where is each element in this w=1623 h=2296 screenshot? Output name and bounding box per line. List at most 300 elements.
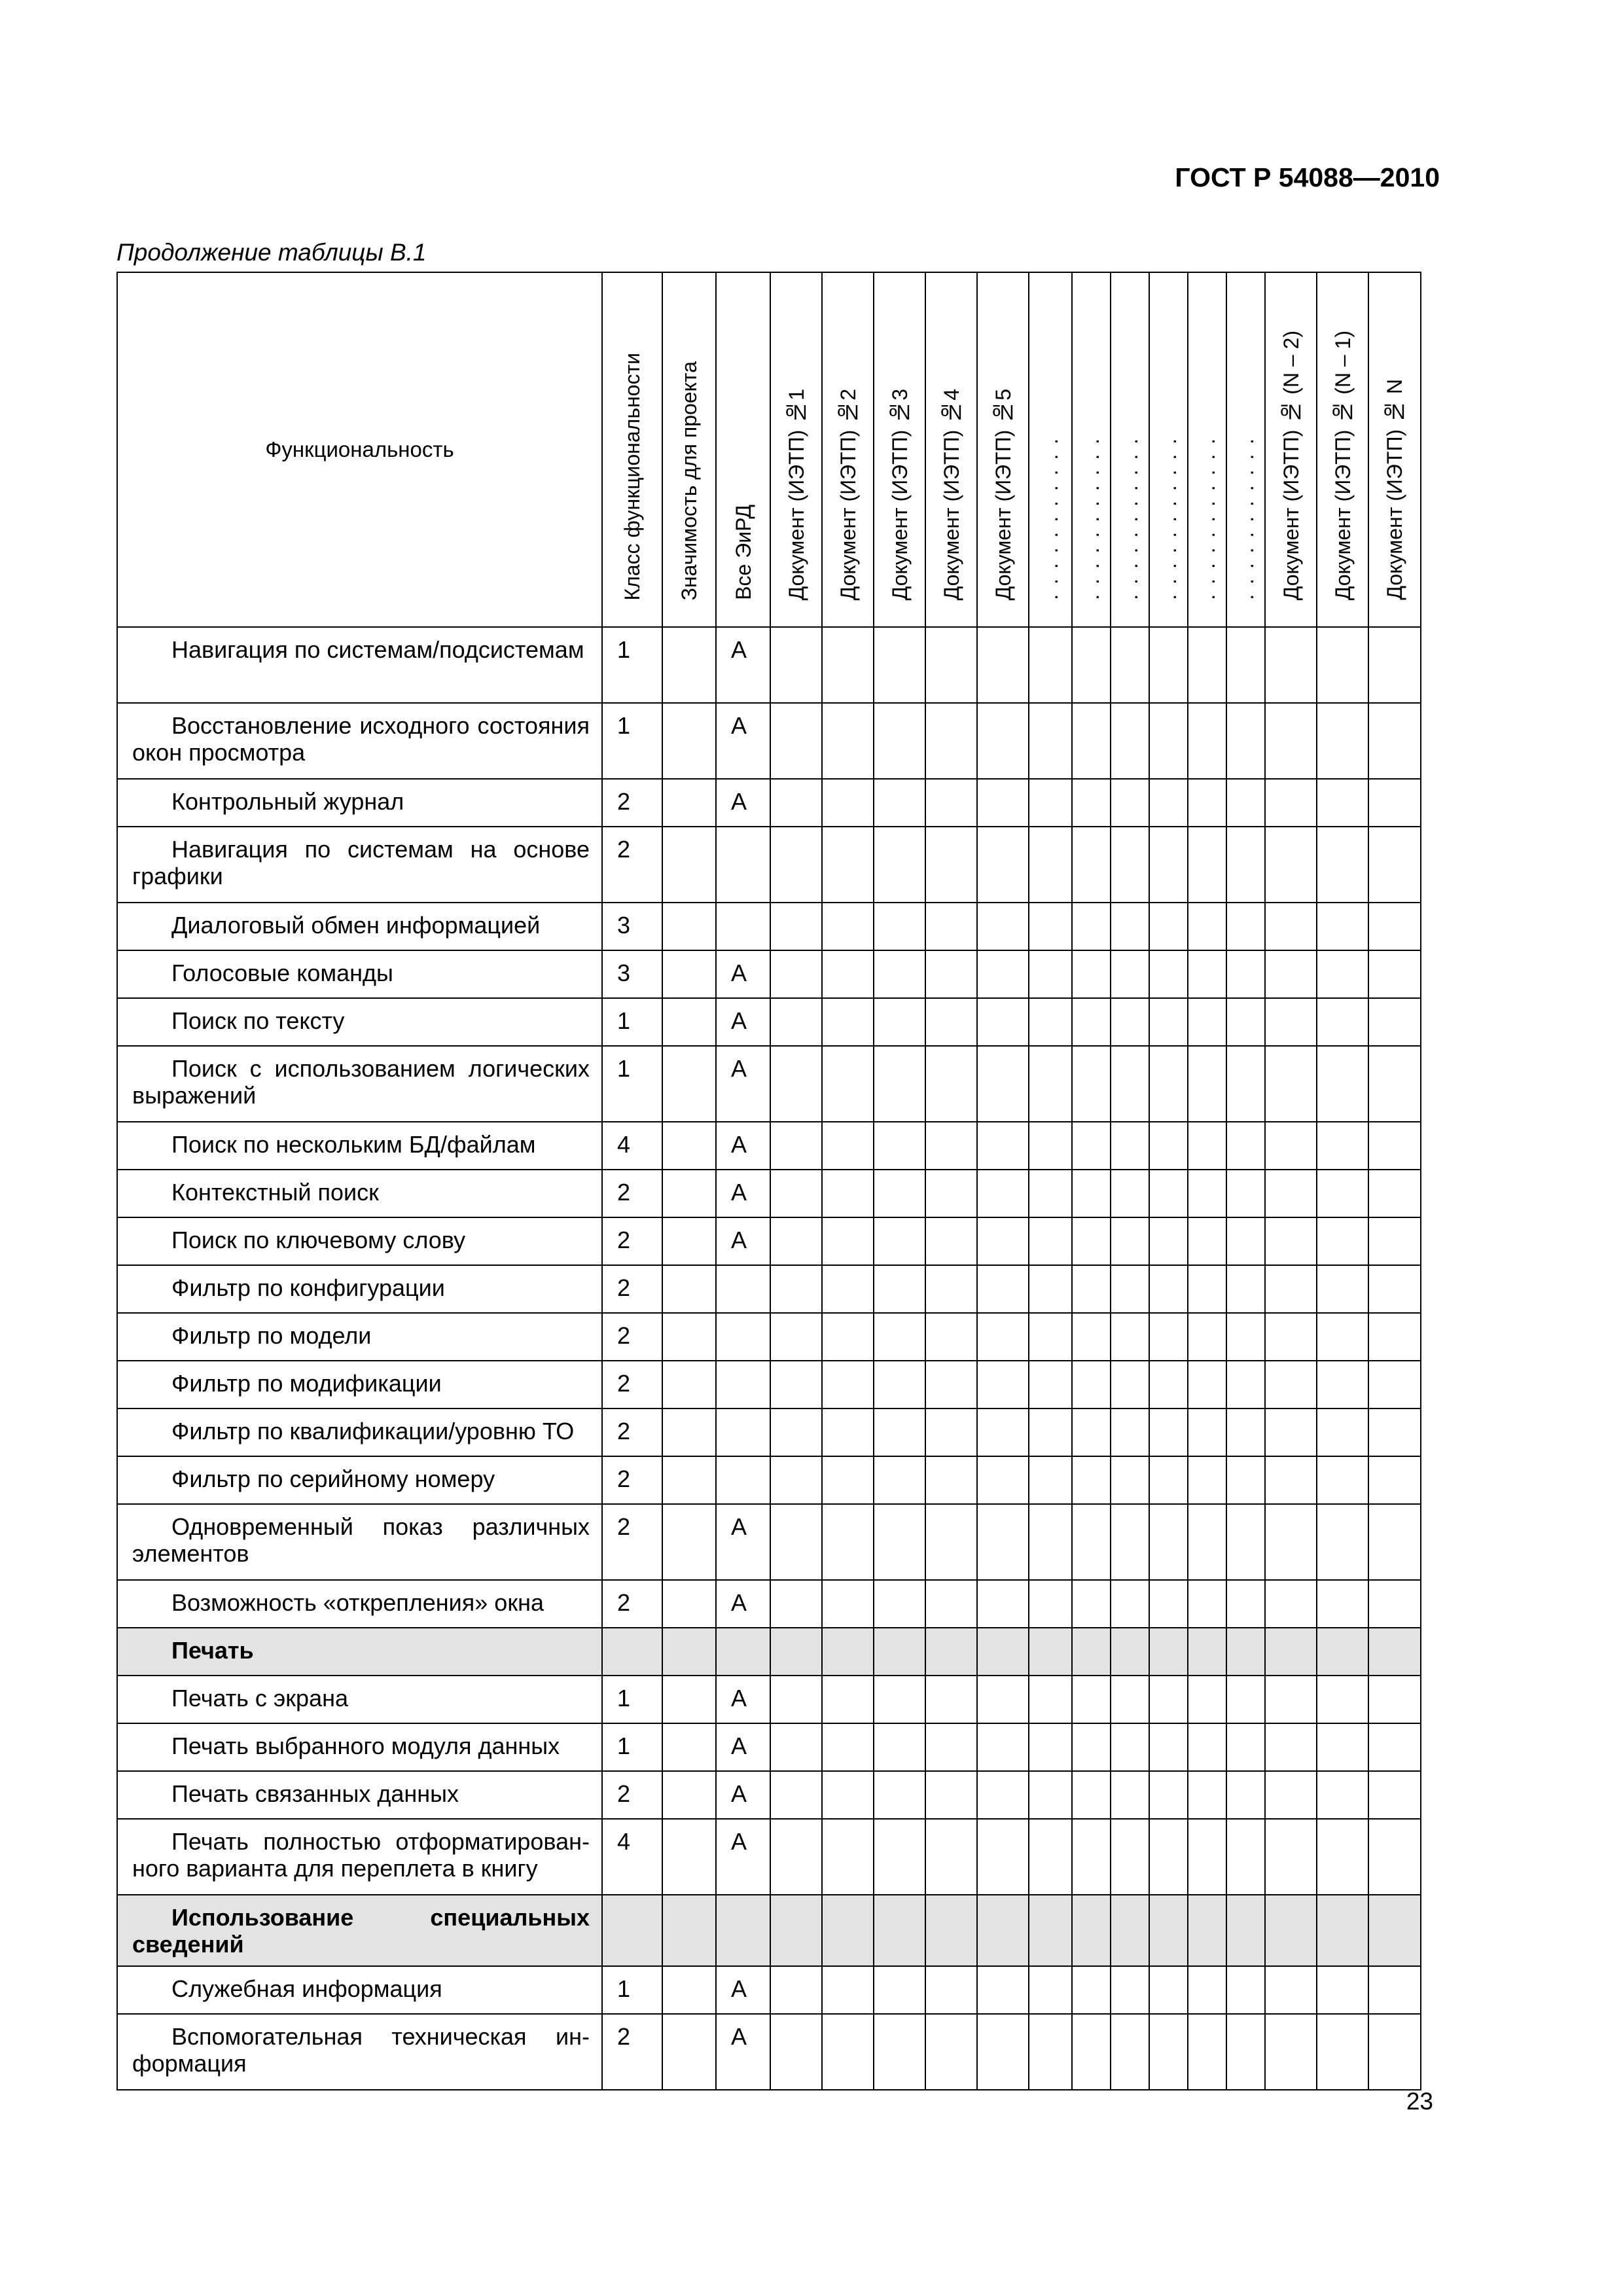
doc-cell [1029,1504,1072,1580]
doc-cell [1072,1628,1111,1676]
significance-cell [662,703,716,779]
class-cell: 2 [602,1456,662,1504]
doc-cell [874,1170,925,1217]
doc-cell [822,1628,874,1676]
function-cell: Печать полностью отформатированного варианта для переплета в книгу [117,1819,602,1895]
function-cell: Поиск по ключевому слову [117,1217,602,1265]
doc-cell [1029,1265,1072,1313]
all-cell: A [716,1966,770,2014]
doc-cell [1149,1170,1188,1217]
doc-cell [1072,703,1111,779]
doc-cell [874,1580,925,1628]
doc-cell [1226,903,1265,950]
doc-cell [1188,998,1226,1046]
doc-cell [977,903,1029,950]
doc-cell [925,1628,977,1676]
doc-cell [977,827,1029,903]
table-row [117,1456,1421,1504]
doc-cell [874,1676,925,1723]
doc-cell [770,779,822,827]
doc-cell [1072,1819,1111,1895]
doc-cell [822,1265,874,1313]
doc-cell [1265,1456,1317,1504]
section-title: Использование специальных сведений [117,1895,602,1966]
doc-cell [1111,1966,1149,2014]
doc-cell [1226,1265,1265,1313]
doc-cell [977,950,1029,998]
doc-cell [822,1170,874,1217]
doc-cell [1188,1046,1226,1122]
doc-cell [925,1676,977,1723]
doc-cell [1226,998,1265,1046]
doc-cell [874,1771,925,1819]
doc-cell [1317,779,1368,827]
doc-cell [1072,1723,1111,1771]
doc-cell [1265,1819,1317,1895]
doc-cell [1149,1676,1188,1723]
function-cell: Фильтр по конфигурации [117,1265,602,1313]
doc-cell [1111,903,1149,950]
class-cell: 2 [602,827,662,903]
doc-cell [1111,2014,1149,2090]
doc-cell [770,1504,822,1580]
function-cell: Контрольный журнал [117,779,602,827]
table-row [117,779,1421,827]
significance-cell [662,1819,716,1895]
doc-cell [1226,950,1265,998]
function-cell: Одновременный показ различных элементов [117,1504,602,1580]
doc-cell [1111,1408,1149,1456]
doc-cell [1188,627,1226,703]
doc-cell [1226,1361,1265,1408]
doc-cell [1072,1966,1111,2014]
doc-cell [1226,779,1265,827]
doc-cell [977,1966,1029,2014]
doc-cell [1265,627,1317,703]
doc-cell [1368,779,1421,827]
doc-cell [1317,1676,1368,1723]
doc-cell [822,1217,874,1265]
doc-cell [822,1046,874,1122]
doc-cell [1226,1895,1265,1966]
function-cell: Голосовые команды [117,950,602,998]
doc-cell [822,1966,874,2014]
doc-cell [874,950,925,998]
doc-cell [874,1217,925,1265]
all-cell: A [716,1676,770,1723]
doc-cell [1265,1408,1317,1456]
significance-cell [662,1313,716,1361]
doc-cell [770,827,822,903]
doc-cell [1368,950,1421,998]
doc-cell [1111,1723,1149,1771]
doc-cell [1149,903,1188,950]
doc-cell [874,903,925,950]
class-cell: 1 [602,998,662,1046]
significance-cell [662,1676,716,1723]
doc-cell [1072,1265,1111,1313]
doc-cell [1149,1628,1188,1676]
doc-cell [1265,998,1317,1046]
doc-cell [1111,703,1149,779]
table-caption: Продолжение таблицы В.1 [116,239,427,266]
doc-cell [1029,1580,1072,1628]
doc-cell [1265,903,1317,950]
doc-cell [1072,903,1111,950]
table-row [117,903,1421,950]
doc-cell [1149,950,1188,998]
class-cell: 1 [602,1676,662,1723]
class-cell: 2 [602,1580,662,1628]
doc-cell [1029,1046,1072,1122]
doc-cell [925,827,977,903]
doc-cell [822,998,874,1046]
header-doc-2: Документ (ИЭТП) №2 [822,272,874,627]
class-cell: 2 [602,779,662,827]
header-dots-2: . . . . . . . . . . . [1072,272,1111,627]
doc-cell [1317,627,1368,703]
significance-cell [662,1217,716,1265]
doc-cell [1029,779,1072,827]
doc-cell [1072,2014,1111,2090]
doc-cell [1111,1361,1149,1408]
doc-cell [1265,1170,1317,1217]
table-row [117,1313,1421,1361]
doc-cell [770,1361,822,1408]
doc-cell [1029,1456,1072,1504]
doc-cell [874,1895,925,1966]
doc-cell [1317,903,1368,950]
doc-cell [977,1819,1029,1895]
doc-cell [1368,1313,1421,1361]
doc-cell [925,1771,977,1819]
doc-cell [1111,1170,1149,1217]
header-class: Класс функциональности [602,272,662,627]
doc-cell [1111,1456,1149,1504]
function-cell: Поиск по нескольким БД/файлам [117,1122,602,1170]
doc-cell [1149,1771,1188,1819]
doc-cell [977,1895,1029,1966]
doc-cell [1072,1122,1111,1170]
doc-cell [977,703,1029,779]
doc-cell [770,1676,822,1723]
doc-cell [1265,1504,1317,1580]
doc-cell [1072,998,1111,1046]
class-cell: 2 [602,1313,662,1361]
all-cell [716,827,770,903]
doc-cell [1149,627,1188,703]
all-cell [716,1456,770,1504]
class-cell: 2 [602,1361,662,1408]
doc-cell [1072,1217,1111,1265]
header-doc-5: Документ (ИЭТП) №5 [977,272,1029,627]
doc-cell [1149,703,1188,779]
doc-cell [770,1217,822,1265]
doc-cell [1149,1456,1188,1504]
doc-cell [1072,1676,1111,1723]
doc-cell [874,1456,925,1504]
doc-cell [925,779,977,827]
doc-cell [1368,1456,1421,1504]
header-doc-1: Документ (ИЭТП) №1 [770,272,822,627]
function-cell: Поиск с использованием логических выражений [117,1046,602,1122]
doc-cell [1265,1361,1317,1408]
doc-cell [1226,1170,1265,1217]
doc-cell [822,1723,874,1771]
doc-cell [1072,950,1111,998]
doc-cell [1226,1046,1265,1122]
doc-cell [1368,1676,1421,1723]
doc-cell [1188,1313,1226,1361]
all-cell: A [716,2014,770,2090]
class-cell: 2 [602,1217,662,1265]
section-row [117,1628,1421,1676]
doc-cell [1368,1170,1421,1217]
header-all-eird: Все ЭиРД [716,272,770,627]
doc-cell [1265,1217,1317,1265]
doc-cell [822,1819,874,1895]
doc-cell [1149,1361,1188,1408]
table-row [117,1408,1421,1456]
header-dots-1: . . . . . . . . . . . [1029,272,1072,627]
doc-cell [925,950,977,998]
doc-cell [1265,779,1317,827]
function-cell: Восстановление исходного состояния окон просмотра [117,703,602,779]
doc-cell [1265,1313,1317,1361]
doc-cell [1265,1676,1317,1723]
doc-cell [874,2014,925,2090]
doc-cell [1317,1361,1368,1408]
doc-cell [1188,1122,1226,1170]
section-row [117,1895,1421,1966]
doc-cell [770,1408,822,1456]
doc-cell [1188,827,1226,903]
header-dots-4: . . . . . . . . . . . [1149,272,1188,627]
doc-cell [977,1676,1029,1723]
doc-cell [1317,703,1368,779]
doc-cell [1188,1676,1226,1723]
doc-cell [1368,1628,1421,1676]
doc-cell [770,1046,822,1122]
doc-cell [925,1046,977,1122]
table-row [117,2014,1421,2090]
header-dots-5: . . . . . . . . . . . [1188,272,1226,627]
doc-cell [770,1895,822,1966]
doc-cell [925,1217,977,1265]
doc-cell [1368,1408,1421,1456]
doc-cell [770,1628,822,1676]
header-significance: Значимость для проекта [662,272,716,627]
doc-cell [925,703,977,779]
doc-cell [1368,1265,1421,1313]
class-cell: 1 [602,1046,662,1122]
doc-cell [1149,827,1188,903]
doc-cell [874,1361,925,1408]
doc-cell [1226,1771,1265,1819]
table-row [117,1361,1421,1408]
doc-cell [1029,950,1072,998]
function-cell: Возможность «открепления» окна [117,1580,602,1628]
doc-cell [1029,1122,1072,1170]
table-header-row [117,272,1421,627]
doc-cell [1188,1628,1226,1676]
doc-cell [1226,1628,1265,1676]
doc-cell [1317,1504,1368,1580]
doc-cell [874,1265,925,1313]
doc-cell [1317,1046,1368,1122]
doc-cell [1029,1361,1072,1408]
doc-cell [925,903,977,950]
doc-cell [977,1504,1029,1580]
doc-cell [874,779,925,827]
doc-cell [1072,779,1111,827]
function-cell: Фильтр по модификации [117,1361,602,1408]
class-cell: 1 [602,1723,662,1771]
doc-cell [1265,2014,1317,2090]
doc-cell [1072,1046,1111,1122]
class-cell: 4 [602,1819,662,1895]
doc-cell [1188,1361,1226,1408]
doc-cell [977,1723,1029,1771]
doc-cell [1188,903,1226,950]
class-cell: 2 [602,1408,662,1456]
doc-cell [1317,1122,1368,1170]
function-cell: Служебная информация [117,1966,602,2014]
doc-cell [1317,1895,1368,1966]
doc-cell [1111,1771,1149,1819]
doc-cell [1029,1771,1072,1819]
significance-cell [662,2014,716,2090]
all-cell: A [716,1771,770,1819]
doc-cell [1029,827,1072,903]
function-cell: Печать выбранного модуля данных [117,1723,602,1771]
doc-cell [1111,1580,1149,1628]
doc-cell [1226,1676,1265,1723]
doc-cell [874,1504,925,1580]
function-cell: Фильтр по квалификации/уровню ТО [117,1408,602,1456]
significance-cell [662,1265,716,1313]
table-row [117,1771,1421,1819]
doc-cell [1149,1504,1188,1580]
doc-cell [1317,1456,1368,1504]
class-cell [602,1895,662,1966]
class-cell: 1 [602,627,662,703]
doc-cell [1111,1628,1149,1676]
doc-cell [1111,1819,1149,1895]
doc-cell [1111,1676,1149,1723]
doc-cell [1368,1580,1421,1628]
doc-cell [822,1456,874,1504]
doc-cell [977,1771,1029,1819]
doc-cell [1368,703,1421,779]
significance-cell [662,998,716,1046]
doc-cell [1188,1504,1226,1580]
doc-cell [770,627,822,703]
doc-cell [1188,1456,1226,1504]
doc-cell [1149,1819,1188,1895]
function-cell: Навигация по системам на основе графики [117,827,602,903]
doc-cell [1188,1580,1226,1628]
doc-cell [1072,1313,1111,1361]
section-title: Печать [117,1628,602,1676]
doc-cell [1029,1895,1072,1966]
doc-cell [1265,1771,1317,1819]
doc-cell [925,1361,977,1408]
doc-cell [925,1723,977,1771]
doc-cell [1149,779,1188,827]
doc-cell [1368,1361,1421,1408]
doc-cell [1111,627,1149,703]
doc-cell [1029,1313,1072,1361]
doc-cell [874,1723,925,1771]
doc-cell [977,1580,1029,1628]
significance-cell [662,1122,716,1170]
doc-cell [1029,1819,1072,1895]
significance-cell [662,1723,716,1771]
doc-cell [1111,1217,1149,1265]
table-row [117,998,1421,1046]
doc-cell [770,1265,822,1313]
doc-cell [1317,1408,1368,1456]
significance-cell [662,1580,716,1628]
doc-cell [1188,1265,1226,1313]
doc-cell [925,1456,977,1504]
doc-cell [1368,1819,1421,1895]
class-cell: 1 [602,1966,662,2014]
doc-cell [925,2014,977,2090]
doc-cell [770,1122,822,1170]
significance-cell [662,627,716,703]
doc-cell [1111,1122,1149,1170]
doc-cell [1149,1580,1188,1628]
function-cell: Печать связанных данных [117,1771,602,1819]
doc-cell [925,1895,977,1966]
doc-cell [925,1265,977,1313]
doc-cell [1188,1723,1226,1771]
doc-cell [874,1966,925,2014]
doc-cell [977,1313,1029,1361]
all-cell [716,1408,770,1456]
doc-cell [977,1122,1029,1170]
doc-cell [1265,950,1317,998]
doc-cell [1111,827,1149,903]
doc-cell [1072,1408,1111,1456]
doc-cell [1029,1408,1072,1456]
doc-cell [822,1408,874,1456]
header-doc-4: Документ (ИЭТП) №4 [925,272,977,627]
class-cell: 2 [602,1771,662,1819]
doc-cell [1317,1966,1368,2014]
doc-cell [1029,998,1072,1046]
doc-cell [1111,1895,1149,1966]
doc-cell [1317,1580,1368,1628]
doc-cell [1226,1723,1265,1771]
doc-cell [1149,1046,1188,1122]
doc-cell [1226,1456,1265,1504]
doc-cell [925,1580,977,1628]
all-cell: A [716,1046,770,1122]
doc-cell [925,1122,977,1170]
doc-cell [1029,1676,1072,1723]
doc-cell [1317,1170,1368,1217]
doc-cell [1368,1504,1421,1580]
doc-cell [1368,1771,1421,1819]
significance-cell [662,1456,716,1504]
doc-cell [822,1895,874,1966]
doc-cell [1111,1504,1149,1580]
class-cell: 2 [602,2014,662,2090]
doc-cell [1368,1122,1421,1170]
